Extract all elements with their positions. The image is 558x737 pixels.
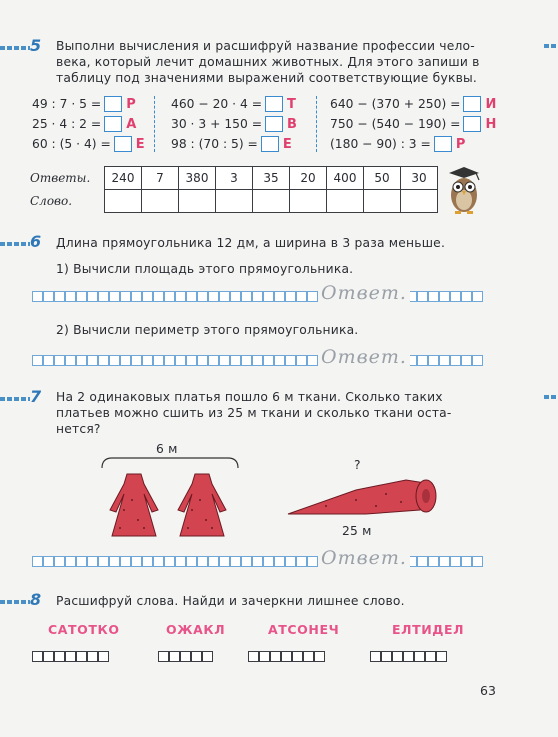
letter-cell[interactable] (216, 190, 253, 213)
answers-row (30, 167, 438, 190)
answer-cell: 7 (142, 167, 179, 190)
letter-boxes[interactable] (158, 651, 213, 662)
answer-label: Ответ. (318, 346, 410, 368)
answer-cell: 400 (327, 167, 364, 190)
expression-7: 640 − (370 + 250) = И (330, 96, 497, 112)
answer-cell: 30 (401, 167, 438, 190)
owl-icon (443, 165, 485, 219)
edge-marker (544, 395, 558, 399)
task8-text: Расшифруй слова. Найди и зачеркни лишнее слово. (56, 594, 405, 608)
answers-label: Ответы. (30, 171, 91, 185)
expression-6: 98 : (70 : 5) = Е (171, 136, 292, 152)
expression-4: 460 − 20 · 4 = Т (171, 96, 296, 112)
answer-cell: 20 (290, 167, 327, 190)
answers-table (30, 166, 438, 213)
letter-cell[interactable] (327, 190, 364, 213)
fabric-length-label: 25 м (342, 524, 372, 538)
letter-cell[interactable] (105, 190, 142, 213)
expression-3: 60 : (5 · 4) = Е (32, 136, 145, 152)
answer-label: Ответ. (318, 282, 410, 304)
letter-boxes[interactable] (248, 651, 325, 662)
task6-question2: 2) Вычисли периметр этого прямоугольника. (56, 323, 359, 337)
answer-cell: 380 (179, 167, 216, 190)
task7-text-line2: платьев можно сшить из 25 м ткани и сколько ткани оста- (56, 406, 452, 420)
answer-box[interactable] (463, 96, 481, 112)
scrambled-word: ЕЛТИДЕЛ (392, 622, 465, 637)
fabric-roll-icon (286, 474, 446, 524)
letter-boxes[interactable] (32, 651, 109, 662)
answer-box[interactable] (265, 116, 283, 132)
answer-writing-line[interactable] (32, 355, 483, 367)
expression-5: 30 · 3 + 150 = В (171, 116, 297, 132)
task7-text-line3: нется? (56, 422, 101, 436)
dress-icon (172, 470, 232, 542)
answer-box[interactable] (114, 136, 132, 152)
task5-text-line3: таблицу под значениями выражений соответствующие буквы. (56, 71, 478, 85)
answer-cell: 240 (105, 167, 142, 190)
column-divider (316, 96, 317, 152)
letter-cell[interactable] (179, 190, 216, 213)
word-row (30, 190, 438, 213)
expression-1: 49 : 7 · 5 = Р (32, 96, 136, 112)
scrambled-word: АТСОНЕЧ (268, 622, 340, 637)
scrambled-word: САТОТКО (48, 622, 120, 637)
task6-question1: 1) Вычисли площадь этого прямоугольника. (56, 262, 354, 276)
word-label: Слово. (30, 194, 73, 208)
dress-icon (104, 470, 164, 542)
answer-cell: 3 (216, 167, 253, 190)
answer-writing-line[interactable] (32, 291, 483, 303)
page-number: 63 (480, 683, 496, 698)
expression-2: 25 · 4 : 2 = А (32, 116, 137, 132)
task5-text-line2: века, который лечит домашних животных. Для этого запиши в (56, 55, 480, 69)
fabric-question-label: ? (354, 458, 361, 472)
answer-box[interactable] (104, 116, 122, 132)
task6-text: Длина прямоугольника 12 дм, а ширина в 3 раза меньше. (56, 236, 446, 250)
answer-cell: 35 (253, 167, 290, 190)
answer-box[interactable] (104, 96, 122, 112)
brace-icon (100, 456, 240, 470)
letter-cell[interactable] (364, 190, 401, 213)
scrambled-word: ОЖАКЛ (166, 622, 226, 637)
answer-label: Ответ. (318, 547, 410, 569)
expression-8: 750 − (540 − 190) = Н (330, 116, 497, 132)
answer-box[interactable] (463, 116, 481, 132)
edge-marker (544, 44, 558, 48)
answer-writing-line[interactable] (32, 556, 483, 568)
task5-text-line1: Выполни вычисления и расшифруй название профессии чело- (56, 39, 475, 53)
answer-box[interactable] (261, 136, 279, 152)
answer-box[interactable] (265, 96, 283, 112)
column-divider (154, 96, 155, 152)
task7-text-line1: На 2 одинаковых платья пошло 6 м ткани. Сколько таких (56, 390, 443, 404)
expression-9: (180 − 90) : 3 = Р (330, 136, 466, 152)
letter-cell[interactable] (290, 190, 327, 213)
letter-boxes[interactable] (370, 651, 447, 662)
answer-box[interactable] (434, 136, 452, 152)
letter-cell[interactable] (401, 190, 438, 213)
textbook-page: 5 Выполни вычисления и расшифруй название профессии чело- века, который лечит домашних животных. Для этого запиши в таблицу под значениями выражений соответствующие буквы. 49 : 7 · 5 = Р 25 · 4 : 2 = А 60 : (5 · 4) = Е 460 − 20 · 4 = Т 30 · 3 + 150 = В 98 : (70 : 5) = Е 640 − (370 + 250) = И 750 − (540 − 190) = Н (180 − 90) : 3 = Р Ответы. 240 7 380 3 35 20 400 50 30 Слово. 6 Длина прямоугольника 12 дм, а ширина в 3 раза меньше. 1) Вычисли площадь этого прямоугольника. Ответ. 2) Вычисли периметр этого прямоугольника. Ответ. 7 На 2 одинаковых платья пошло 6 м ткани. Сколько таких платьев можно сшить из 25 м ткани и сколько ткани оста- нется? 6 м ? 25 м Ответ. 8 Расшифруй слова. Найди и зачеркни лишнее слово. САТОТКО ОЖАКЛ АТСОНЕЧ ЕЛТИДЕЛ 63 (0, 0, 558, 737)
letter-cell[interactable] (253, 190, 290, 213)
answer-cell: 50 (364, 167, 401, 190)
dresses-length-label: 6 м (156, 442, 178, 456)
letter-cell[interactable] (142, 190, 179, 213)
